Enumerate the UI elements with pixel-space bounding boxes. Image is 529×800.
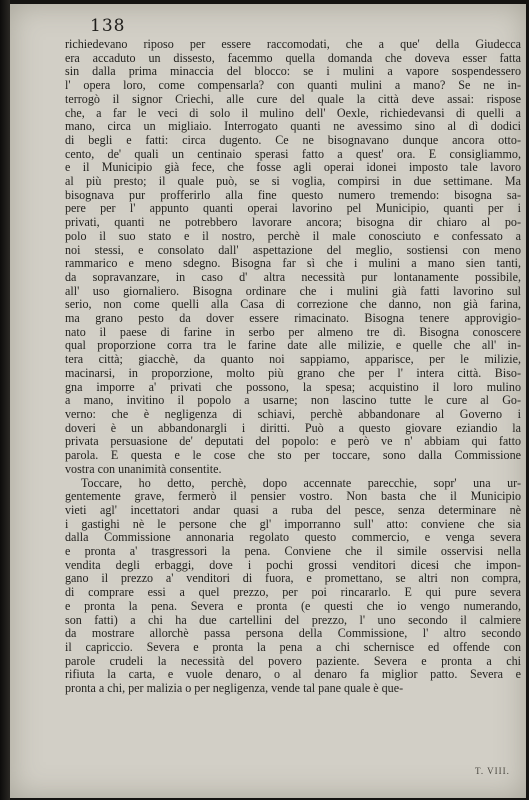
text-line: mano, circa un migliaio. Interrogato quanti ne avessimo sino al dì dodici <box>65 119 521 134</box>
text-line: e pronta la pena. Severa e pronta (e questi che io vengo numerando, <box>65 598 521 613</box>
text-line: da mostrare allorchè passa persona della Commissione, l' altro secondo <box>65 626 521 641</box>
text-line: terrogò il signor Criechi, alle cure del quale la città deve assai: rispose <box>65 91 521 106</box>
text-line: gna imporre a' privati che possono, la spesa; acquistino il loro mulino <box>65 379 521 394</box>
text-line: pronta a chi, per malizia o per negligenza, vende tal pane quale è que- <box>65 681 404 696</box>
text-line: privati, quanti ne potrebbero lavorare ancora; bisogna dir chiaro al po- <box>65 215 521 230</box>
text-line: nato il paese di farine in serbo per almeno tre dì. Bisogna conoscere <box>65 324 521 339</box>
text-line: i gastighi nè le persone che gl' imporranno sull' atto: conviene che sia <box>65 516 521 531</box>
text-line: pere per l' appunto quanti operai lavorino pel Municipio, quanti per i <box>65 201 521 216</box>
text-line: di comprare essi a quel prezzo, per poi rincararlo. E qui pure severa <box>65 585 521 600</box>
text-line: ma grano pesto da dover essere rimacinato. Bisogna tenere approvigio- <box>65 311 521 326</box>
page-number: 138 <box>90 16 126 36</box>
text-line: gano il prezzo a' venditori di fuora, e promettano, se altri non compra, <box>65 571 521 586</box>
text-line: verno: che è negligenza di schiavi, perchè abbandonare al Governo i <box>65 406 521 421</box>
text-line: macinarsi, in proporzione, molto più grano che per l' intera città. Biso- <box>65 365 521 380</box>
text-line: serio, non come quelli alla Casa di correzione che danno, non già farina, <box>65 297 521 312</box>
text-line: che, a far le veci di solo il mulino dell' Oexle, richiedevansi di quelli a <box>65 105 521 120</box>
text-line: Toccare, ho detto, perchè, dopo accennate parecchie, sopr' una ur- <box>81 475 521 490</box>
body-text <box>65 38 521 696</box>
text-line: vendita degli erbaggi, dove i pochi grossi venditori dicesi che impon- <box>65 557 521 572</box>
text-line: vostra con unanimità consentite. <box>65 461 222 476</box>
text-line: e pronta a' trasgressori la pena. Conviene che il simile osservisi nella <box>65 544 521 559</box>
text-line: tera città; giacchè, da quanto noi sappiamo, apparisce, per le milizie, <box>65 352 521 367</box>
signature-mark: T. VIII. <box>475 766 510 776</box>
book-page <box>10 4 526 798</box>
text-line: privata persuasione de' deputati del popolo: e però ve n' abbiam qui fatto <box>65 434 521 449</box>
text-line: l' opera loro, come compensarla? con quanti mulini a mano? Se ne in- <box>65 78 521 93</box>
text-line: a mano, invitino il popolo a usarne; non lascino tutte le cure al Go- <box>65 393 521 408</box>
binding-gutter <box>0 0 10 800</box>
text-line: all' uso giornaliero. Bisogna ordinare che i mulini già fatti lavorino sul <box>65 283 521 298</box>
text-line: polo il suo stato e il nostro, perchè il male conosciuto e confessato a <box>65 228 521 243</box>
text-line: vieti agl' incettatori andar quasi a ruba del pesce, senza determinare nè <box>65 502 521 517</box>
text-line: al più presto; il quale può, se si voglia, compirsi in due settimane. Ma <box>65 174 521 189</box>
text-line: bisognava pur profferirlo alla fine questo numero tremendo: bisogna sa- <box>65 187 521 202</box>
paragraph-2 <box>65 477 521 696</box>
text-line: dalla Commissione annonaria regolato questo commercio, e venga severa <box>65 530 521 545</box>
text-line: noi stessi, e consolato dall' aspettazione del meglio, sostiensi con meno <box>65 242 521 257</box>
text-line: parole crudeli la necessità del povero paziente. Severa e pronta a chi <box>65 653 521 668</box>
text-line: da sopravanzare, in caso d' altra necessità pur lontanamente possibile, <box>65 269 521 284</box>
text-line: qual proporzione corra tra le farine date alle milizie, e quelle che all' in- <box>65 338 521 353</box>
text-line: di begli e fatti: circa dugento. Ce ne bisognavano dunque ancora otto- <box>65 132 521 147</box>
text-line: e il Municipio già fece, che fosse agli operai idonei imposto tale lavoro <box>65 160 521 175</box>
text-line: gentemente grave, fermerò il pensier vostro. Non basta che il Municipio <box>65 489 521 504</box>
text-line: il capriccio. Severa e pronta la pena a chi schernisce ed offende con <box>65 639 521 654</box>
text-line: son fatti) a chi ha due cartellini del prezzo, l' uno secondo il calmiere <box>65 612 521 627</box>
text-line: sin dalla prima minaccia del blocco: se i mulini a vapore sospendessero <box>65 64 521 79</box>
text-line: doveri è un abbandonargli i diritti. Può a questo giovare eziandio la <box>65 420 521 435</box>
text-line: era accaduto un dissesto, facemmo quella domanda che doveva esser fatta <box>65 50 521 65</box>
paragraph-1 <box>65 38 521 477</box>
text-line: rammarico e meno sdegno. Bisogna far sì che i mulini a mano sien tanti, <box>65 256 521 271</box>
text-line: rifiuta la carta, e vuole denaro, o al denaro fa miglior patto. Severa e <box>65 667 521 682</box>
text-line: richiedevano riposo per essere raccomodati, che a que' della Giudecca <box>65 37 521 51</box>
text-line: parola. E questa e le cose che sto per toccare, sono dalla Commissione <box>65 448 521 463</box>
text-line: cento, de' quali un centinaio sperasi fatto a quest' ora. E consigliammo, <box>65 146 521 161</box>
